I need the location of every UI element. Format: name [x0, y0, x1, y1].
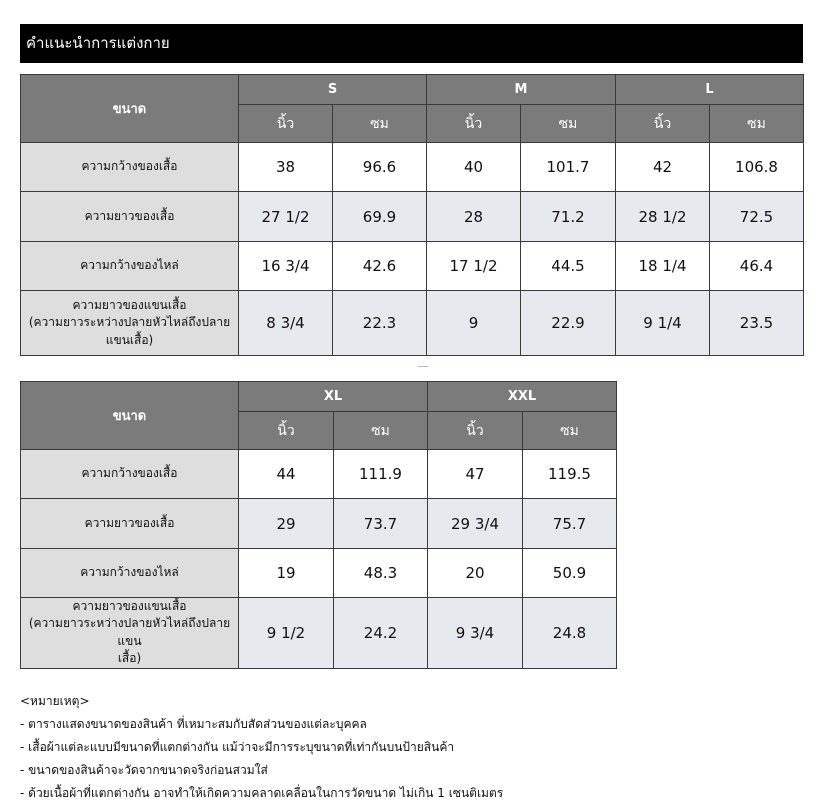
cell-value: 17 1/2	[427, 242, 521, 291]
unit-cm-header: ซม	[521, 105, 616, 143]
size-col-header: S	[239, 75, 427, 105]
unit-cm-header: ซม	[710, 105, 804, 143]
cell-value: 28	[427, 192, 521, 242]
cell-value: 44.5	[521, 242, 616, 291]
cell-value: 71.2	[521, 192, 616, 242]
note-item: - ด้วยเนื้อผ้าที่แตกต่างกัน อาจทำให้เกิดความคลาดเคลื่อนในการวัดขนาด ไม่เกิน 1 เซนติเมตร	[20, 786, 504, 800]
size-table-xl-xxl	[20, 381, 617, 669]
size-col-header: M	[427, 75, 616, 105]
cell-value: 106.8	[710, 143, 804, 192]
cell-value: 111.9	[334, 450, 428, 499]
cell-value: 29	[239, 499, 334, 549]
cell-value: 29 3/4	[428, 499, 523, 549]
row-label: ความกว้างของเสื้อ	[21, 143, 239, 192]
size-col-header: L	[616, 75, 804, 105]
unit-inch-header: นิ้ว	[239, 412, 334, 450]
table-row	[21, 291, 804, 356]
row-label: ความกว้างของไหล่	[21, 549, 239, 598]
row-label: ความยาวของเสื้อ	[21, 499, 239, 549]
table-row	[21, 549, 617, 598]
cell-value: 19	[239, 549, 334, 598]
size-table-s-m-l	[20, 74, 804, 356]
page-title: คำแนะนำการแต่งกาย	[20, 24, 803, 63]
unit-inch-header: นิ้ว	[427, 105, 521, 143]
cell-value: 24.2	[334, 598, 428, 669]
cell-value: 22.3	[333, 291, 427, 356]
cell-value: 119.5	[523, 450, 617, 499]
notes-heading: <หมายเหตุ>	[20, 694, 90, 708]
unit-inch-header: นิ้ว	[239, 105, 333, 143]
cell-value: 38	[239, 143, 333, 192]
cell-value: 72.5	[710, 192, 804, 242]
table-row	[21, 192, 804, 242]
row-label-line: เสื้อ)	[117, 651, 142, 666]
divider	[418, 366, 428, 367]
cell-value: 42.6	[333, 242, 427, 291]
cell-value: 48.3	[334, 549, 428, 598]
row-label: ความกว้างของเสื้อ	[21, 450, 239, 499]
unit-inch-header: นิ้ว	[616, 105, 710, 143]
table-row	[21, 143, 804, 192]
row-label-line: ความยาวของแขนเสื้อ	[72, 599, 187, 613]
table-row	[21, 598, 617, 669]
cell-value: 16 3/4	[239, 242, 333, 291]
row-label: ความยาวของเสื้อ	[21, 192, 239, 242]
row-label	[21, 291, 239, 356]
unit-cm-header: ซม	[334, 412, 428, 450]
cell-value: 69.9	[333, 192, 427, 242]
cell-value: 9 1/4	[616, 291, 710, 356]
cell-value: 9 3/4	[428, 598, 523, 669]
size-header: ขนาด	[21, 75, 239, 143]
table-row	[21, 499, 617, 549]
cell-value: 40	[427, 143, 521, 192]
row-label: ความกว้างของไหล่	[21, 242, 239, 291]
note-item: - ตารางแสดงขนาดของสินค้า ที่เหมาะสมกับสัดส่วนของแต่ละบุคคล	[20, 717, 367, 731]
cell-value: 44	[239, 450, 334, 499]
cell-value: 20	[428, 549, 523, 598]
cell-value: 8 3/4	[239, 291, 333, 356]
cell-value: 50.9	[523, 549, 617, 598]
cell-value: 101.7	[521, 143, 616, 192]
cell-value: 46.4	[710, 242, 804, 291]
cell-value: 75.7	[523, 499, 617, 549]
note-item: - เสื้อผ้าแต่ละแบบมีขนาดที่แตกต่างกัน แม้ว่าจะมีการระบุขนาดที่เท่ากันบนป้ายสินค้า	[20, 740, 455, 754]
cell-value: 42	[616, 143, 710, 192]
unit-cm-header: ซม	[333, 105, 427, 143]
cell-value: 9 1/2	[239, 598, 334, 669]
size-header: ขนาด	[21, 382, 239, 450]
size-col-header: XXL	[428, 382, 617, 412]
cell-value: 96.6	[333, 143, 427, 192]
cell-value: 47	[428, 450, 523, 499]
cell-value: 28 1/2	[616, 192, 710, 242]
cell-value: 24.8	[523, 598, 617, 669]
cell-value: 22.9	[521, 291, 616, 356]
row-label-line: (ความยาวระหว่างปลายหัวไหล่ถึงปลายแขน	[28, 616, 231, 648]
cell-value: 23.5	[710, 291, 804, 356]
row-label	[21, 598, 239, 669]
row-label-line: แขนเสื้อ)	[105, 332, 154, 347]
unit-inch-header: นิ้ว	[428, 412, 523, 450]
table-row	[21, 450, 617, 499]
row-label-line: ความยาวของแขนเสื้อ	[72, 297, 187, 312]
notes-section	[20, 690, 780, 805]
cell-value: 73.7	[334, 499, 428, 549]
row-label-line: (ความยาวระหว่างปลายหัวไหล่ถึงปลาย	[28, 315, 231, 330]
cell-value: 18 1/4	[616, 242, 710, 291]
table-row	[21, 242, 804, 291]
note-item: - ขนาดของสินค้าจะวัดจากขนาดจริงก่อนสวมใส่	[20, 763, 268, 777]
size-col-header: XL	[239, 382, 428, 412]
cell-value: 9	[427, 291, 521, 356]
cell-value: 27 1/2	[239, 192, 333, 242]
unit-cm-header: ซม	[523, 412, 617, 450]
